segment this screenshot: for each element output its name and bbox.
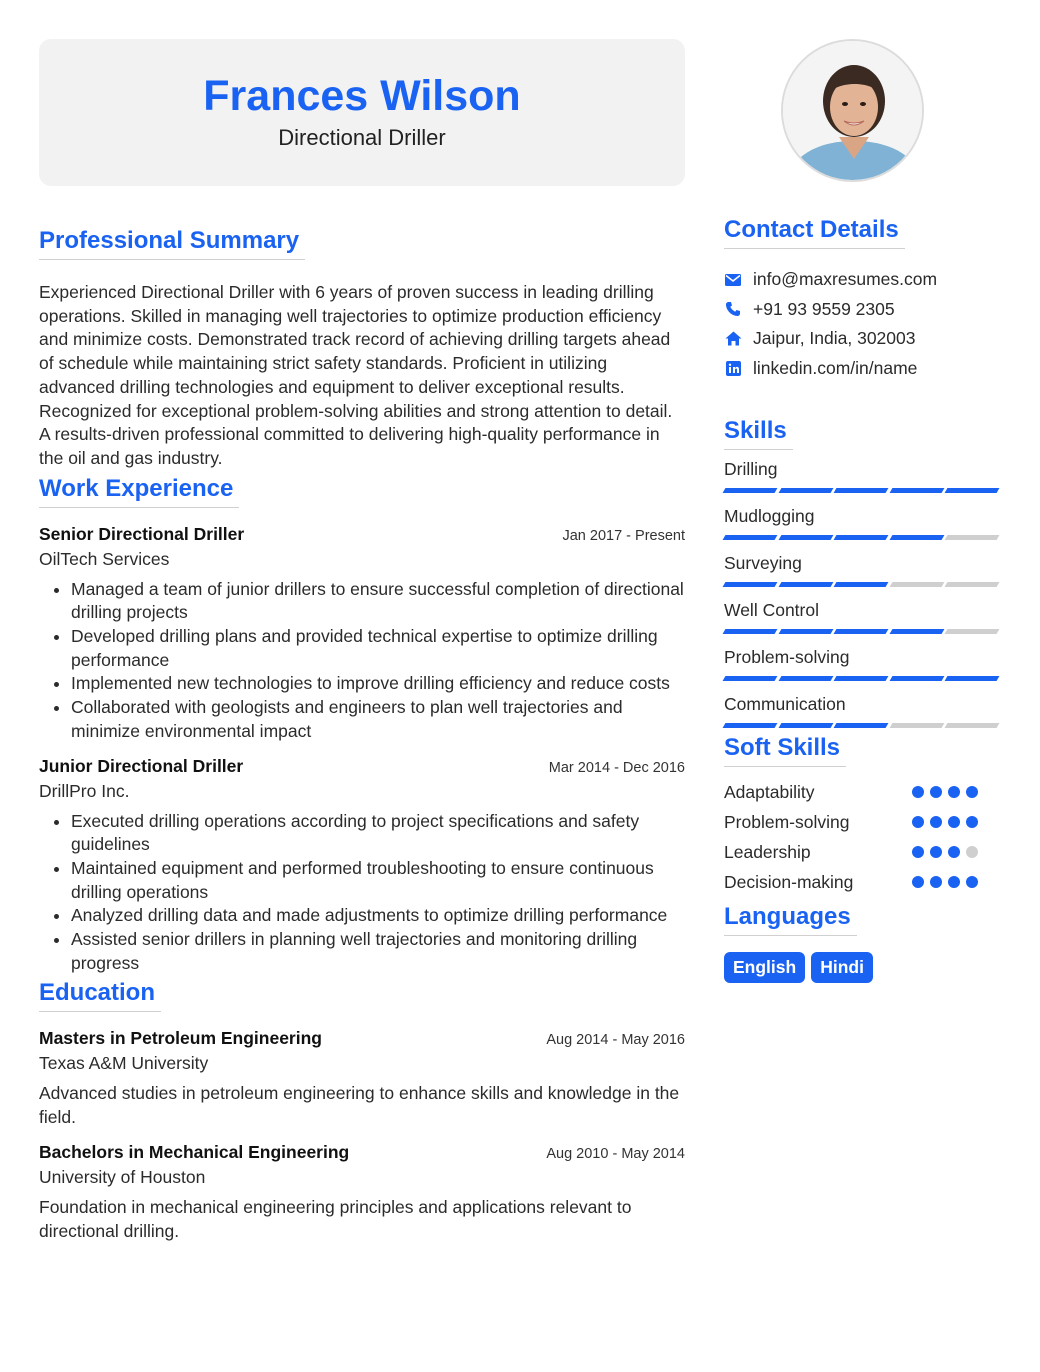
soft-skills-heading: Soft Skills xyxy=(724,734,846,767)
soft-skill-name: Adaptability xyxy=(724,781,815,802)
rating-dot xyxy=(930,876,942,888)
job-bullet: • Implemented new technologies to improve drilling efficiency and reduce costs xyxy=(71,672,685,696)
contact-heading: Contact Details xyxy=(724,216,905,249)
skill-level-segment xyxy=(723,582,777,587)
job-date: Mar 2014 - Dec 2016 xyxy=(548,759,685,776)
job-company: DrillPro Inc. xyxy=(39,780,130,801)
rating-dot xyxy=(948,816,960,828)
language-badge: English xyxy=(724,952,805,983)
education-description: Advanced studies in petroleum engineering to enhance skills and knowledge in the field. xyxy=(39,1083,680,1128)
skill-level-segment xyxy=(778,723,832,728)
skill-name: Surveying xyxy=(724,553,802,573)
degree-title: Masters in Petroleum Engineering xyxy=(39,1028,322,1049)
profile-photo xyxy=(781,39,924,182)
rating-dot xyxy=(948,846,960,858)
job-bullet: • Managed a team of junior drillers to ensure successful completion of directional drilling projects xyxy=(71,578,685,625)
job-title: Junior Directional Driller xyxy=(39,755,244,776)
skill-item xyxy=(724,456,1000,493)
education-entry xyxy=(39,1028,685,1129)
candidate-title: Directional Driller xyxy=(278,125,446,150)
education-date: Aug 2014 - May 2016 xyxy=(546,1032,685,1049)
job-bullet: • Collaborated with geologists and engineers to plan well trajectories and minimize environmental impact xyxy=(71,696,685,743)
languages-list xyxy=(724,952,1000,983)
skill-level-segment xyxy=(723,723,777,728)
location-text: Jaipur, India, 302003 xyxy=(753,328,916,349)
degree-title: Bachelors in Mechanical Engineering xyxy=(39,1141,350,1162)
job-bullet: • Analyzed drilling data and made adjustments to optimize drilling performance xyxy=(71,904,685,928)
skill-level-segment xyxy=(723,676,777,681)
summary-heading: Professional Summary xyxy=(39,227,305,260)
job-bullet: • Assisted senior drillers in planning well trajectories and monitoring drilling progress xyxy=(71,928,685,975)
contact-email xyxy=(724,265,1000,295)
skill-level-segment xyxy=(889,535,943,540)
rating-dot xyxy=(966,846,978,858)
soft-skill-item xyxy=(724,837,1000,867)
skill-level-segment xyxy=(834,629,888,634)
skill-name: Mudlogging xyxy=(724,506,815,526)
rating-dot xyxy=(948,786,960,798)
rating-dot xyxy=(966,786,978,798)
languages-heading: Languages xyxy=(724,903,857,936)
candidate-name: Frances Wilson xyxy=(203,72,521,120)
skill-level-bar xyxy=(724,582,1000,587)
soft-skill-item xyxy=(724,777,1000,807)
job-entry xyxy=(39,524,685,744)
skill-level-segment xyxy=(945,488,999,493)
skill-level-segment xyxy=(945,582,999,587)
contact-list xyxy=(724,265,1000,383)
soft-skill-item xyxy=(724,807,1000,837)
job-bullets xyxy=(39,578,685,744)
linkedin-icon xyxy=(724,359,742,377)
rating-dot xyxy=(912,846,924,858)
skill-level-segment xyxy=(889,582,943,587)
soft-skill-name: Leadership xyxy=(724,841,811,862)
skill-level-bar xyxy=(724,723,1000,728)
contact-phone xyxy=(724,295,1000,325)
job-entry xyxy=(39,756,685,976)
skill-name: Problem-solving xyxy=(724,647,850,667)
skill-item xyxy=(724,550,1000,587)
skill-level-segment xyxy=(834,723,888,728)
rating-dot xyxy=(930,786,942,798)
skill-level-segment xyxy=(778,488,832,493)
skill-level-segment xyxy=(778,629,832,634)
education-date: Aug 2010 - May 2014 xyxy=(546,1145,685,1162)
job-bullet: • Executed drilling operations according to project specifications and safety guidelines xyxy=(71,810,685,857)
skill-level-segment xyxy=(778,582,832,587)
job-company: OilTech Services xyxy=(39,548,170,569)
skill-level-bar xyxy=(724,488,1000,493)
skill-level-segment xyxy=(889,629,943,634)
skill-item xyxy=(724,691,1000,728)
experience-heading: Work Experience xyxy=(39,475,239,508)
linkedin-text[interactable]: linkedin.com/in/name xyxy=(753,357,918,378)
school-name: University of Houston xyxy=(39,1166,206,1187)
job-bullet: • Maintained equipment and performed troubleshooting to ensure continuous drilling operations xyxy=(71,857,685,904)
skill-name: Well Control xyxy=(724,600,819,620)
soft-skill-name: Problem-solving xyxy=(724,811,850,832)
skill-item xyxy=(724,644,1000,681)
soft-skill-rating xyxy=(912,846,978,858)
skill-level-segment xyxy=(945,629,999,634)
main-column xyxy=(39,39,685,1243)
avatar-illustration xyxy=(783,41,924,182)
skill-level-segment xyxy=(889,723,943,728)
skills-list xyxy=(724,456,1000,728)
job-title: Senior Directional Driller xyxy=(39,523,245,544)
skill-level-segment xyxy=(723,629,777,634)
skill-level-segment xyxy=(889,676,943,681)
skill-level-segment xyxy=(778,676,832,681)
email-text[interactable]: info@maxresumes.com xyxy=(753,269,938,290)
education-entry xyxy=(39,1142,685,1243)
phone-icon xyxy=(724,300,742,318)
skill-level-segment xyxy=(945,723,999,728)
rating-dot xyxy=(912,876,924,888)
skill-level-segment xyxy=(778,535,832,540)
skill-level-segment xyxy=(834,535,888,540)
skill-level-segment xyxy=(723,535,777,540)
skill-level-bar xyxy=(724,535,1000,540)
soft-skill-item xyxy=(724,867,1000,897)
soft-skills-list xyxy=(724,777,1000,897)
skill-level-segment xyxy=(723,488,777,493)
skill-name: Communication xyxy=(724,694,846,714)
rating-dot xyxy=(912,786,924,798)
rating-dot xyxy=(930,816,942,828)
skill-level-bar xyxy=(724,676,1000,681)
skill-name: Drilling xyxy=(724,459,778,479)
header-box xyxy=(39,39,685,186)
job-bullets xyxy=(39,810,685,976)
education-description: Foundation in mechanical engineering principles and applications relevant to directional drilling. xyxy=(39,1196,632,1241)
rating-dot xyxy=(930,846,942,858)
contact-linkedin xyxy=(724,354,1000,384)
skill-level-segment xyxy=(889,488,943,493)
job-bullet: • Developed drilling plans and provided technical expertise to optimize drilling performance xyxy=(71,625,685,672)
envelope-icon xyxy=(724,271,742,289)
skill-level-bar xyxy=(724,629,1000,634)
rating-dot xyxy=(966,876,978,888)
education-heading: Education xyxy=(39,979,161,1012)
skill-item xyxy=(724,503,1000,540)
home-icon xyxy=(724,330,742,348)
sidebar-column xyxy=(724,39,1000,983)
contact-location xyxy=(724,324,1000,354)
skill-level-segment xyxy=(834,676,888,681)
rating-dot xyxy=(966,816,978,828)
soft-skill-rating xyxy=(912,876,978,888)
skills-heading: Skills xyxy=(724,417,793,450)
skill-level-segment xyxy=(945,535,999,540)
skill-item xyxy=(724,597,1000,634)
skill-level-segment xyxy=(834,582,888,587)
rating-dot xyxy=(948,876,960,888)
soft-skill-name: Decision-making xyxy=(724,871,854,892)
rating-dot xyxy=(912,816,924,828)
summary-text: Experienced Directional Driller with 6 years of proven success in leading drilling operations. Skilled in managing well trajectories to optimize production efficiency and minimize costs. Demonstrated track record of achieving drilling targets ahead of schedule while maintaining strict safety standards. Proficient in utilizing advanced drilling technologies and equipment to deliver exceptional results. Recognized for exceptional problem-solving abilities and strong attention to detail. A results-driven professional committed to delivering high-quality performance in the oil and gas industry. xyxy=(39,282,673,468)
language-badge: Hindi xyxy=(811,952,873,983)
soft-skill-rating xyxy=(912,816,978,828)
phone-text[interactable]: +91 93 9559 2305 xyxy=(753,298,895,319)
school-name: Texas A&M University xyxy=(39,1053,209,1074)
soft-skill-rating xyxy=(912,786,978,798)
skill-level-segment xyxy=(945,676,999,681)
job-date: Jan 2017 - Present xyxy=(562,527,685,544)
skill-level-segment xyxy=(834,488,888,493)
